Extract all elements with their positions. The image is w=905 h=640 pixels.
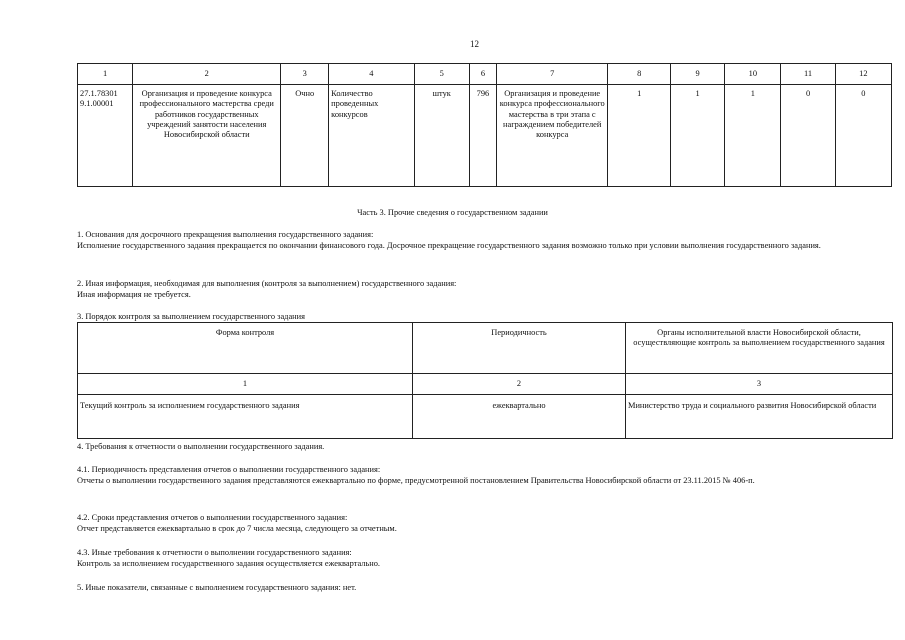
table-row: [78, 85, 892, 187]
part3-title: Часть 3. Прочие сведения о государственном задании: [357, 208, 548, 217]
value-cell: 0: [835, 85, 891, 187]
section-4-title: 4. Требования к отчетности о выполнении государственного задания.: [77, 442, 325, 451]
col-header: Форма контроля: [78, 323, 413, 374]
col-number: 3: [626, 374, 893, 395]
col-header: 4: [329, 64, 414, 85]
control-authority: Министерство труда и социального развития Новосибирской области: [626, 395, 893, 439]
service-name: Организация и проведение конкурса профессионального мастерства среди работников государственных учреждений занятости населения Новосибирской области: [133, 85, 281, 187]
col-header: 6: [469, 64, 496, 85]
section-1-title: 1. Основания для досрочного прекращения выполнения государственного задания:: [77, 230, 374, 239]
section-2-text: Иная информация не требуется.: [77, 290, 191, 299]
service-form: Очно: [281, 85, 329, 187]
section-5-title: 5. Иные показатели, связанные с выполнением государственного задания: нет.: [77, 583, 357, 592]
col-header: 2: [133, 64, 281, 85]
value-cell: 1: [608, 85, 671, 187]
value-cell: 1: [671, 85, 725, 187]
section-4-3-title: 4.3. Иные требования к отчетности о выполнении государственного задания:: [77, 548, 352, 557]
section-1-text: Исполнение государственного задания прекращается по окончании финансового года. Досрочное прекращение государственного задания возможно только при условии выполнения государственного задания.: [77, 241, 821, 250]
indicators-table: [77, 63, 892, 187]
section-2-title: 2. Иная информация, необходимая для выполнения (контроля за выполнением) государственного задания:: [77, 279, 457, 288]
page-number: 12: [470, 39, 479, 49]
col-header: 10: [725, 64, 781, 85]
col-header: 5: [414, 64, 469, 85]
indicator-name: Количество проведенных конкурсов: [329, 85, 414, 187]
registry-code: 27.1.78301 9.1.00001: [78, 85, 133, 187]
control-form: Текущий контроль за исполнением государственного задания: [78, 395, 413, 439]
control-table: [77, 322, 893, 439]
control-periodicity: ежеквартально: [413, 395, 626, 439]
col-number: 2: [413, 374, 626, 395]
col-number: 1: [78, 374, 413, 395]
unit-name: штук: [414, 85, 469, 187]
section-4-3-text: Контроль за исполнением государственного задания осуществляется ежеквартально.: [77, 559, 381, 568]
table-number-row: [78, 374, 893, 395]
section-4-2-title: 4.2. Сроки представления отчетов о выполнении государственного задания:: [77, 513, 348, 522]
col-header: 3: [281, 64, 329, 85]
table-row: [78, 395, 893, 439]
section-4-1-title: 4.1. Периодичность представления отчетов о выполнении государственного задания:: [77, 465, 381, 474]
col-header: 7: [496, 64, 608, 85]
col-header: 1: [78, 64, 133, 85]
section-4-1-text: Отчеты о выполнении государственного задания представляются ежеквартально по форме, предусмотренной постановлением Правительства Новосибирской области от 23.11.2015 № 406-п.: [77, 476, 755, 485]
value-cell: 0: [781, 85, 835, 187]
table-header-row: [78, 64, 892, 85]
col-header: Периодичность: [413, 323, 626, 374]
col-header: 8: [608, 64, 671, 85]
okei-code: 796: [469, 85, 496, 187]
value-cell: 1: [725, 85, 781, 187]
service-description: Организация и проведение конкурса профессионального мастерства в три этапа с награждением победителей конкурса: [496, 85, 608, 187]
table-header-row: [78, 323, 893, 374]
col-header: 12: [835, 64, 891, 85]
col-header: 11: [781, 64, 835, 85]
col-header: Органы исполнительной власти Новосибирской области, осуществляющие контроль за выполнением государственного задания: [626, 323, 893, 374]
col-header: 9: [671, 64, 725, 85]
section-4-2-text: Отчет представляется ежеквартально в срок до 7 числа месяца, следующего за отчетным.: [77, 524, 397, 533]
section-3-title: 3. Порядок контроля за выполнением государственного задания: [77, 312, 305, 321]
